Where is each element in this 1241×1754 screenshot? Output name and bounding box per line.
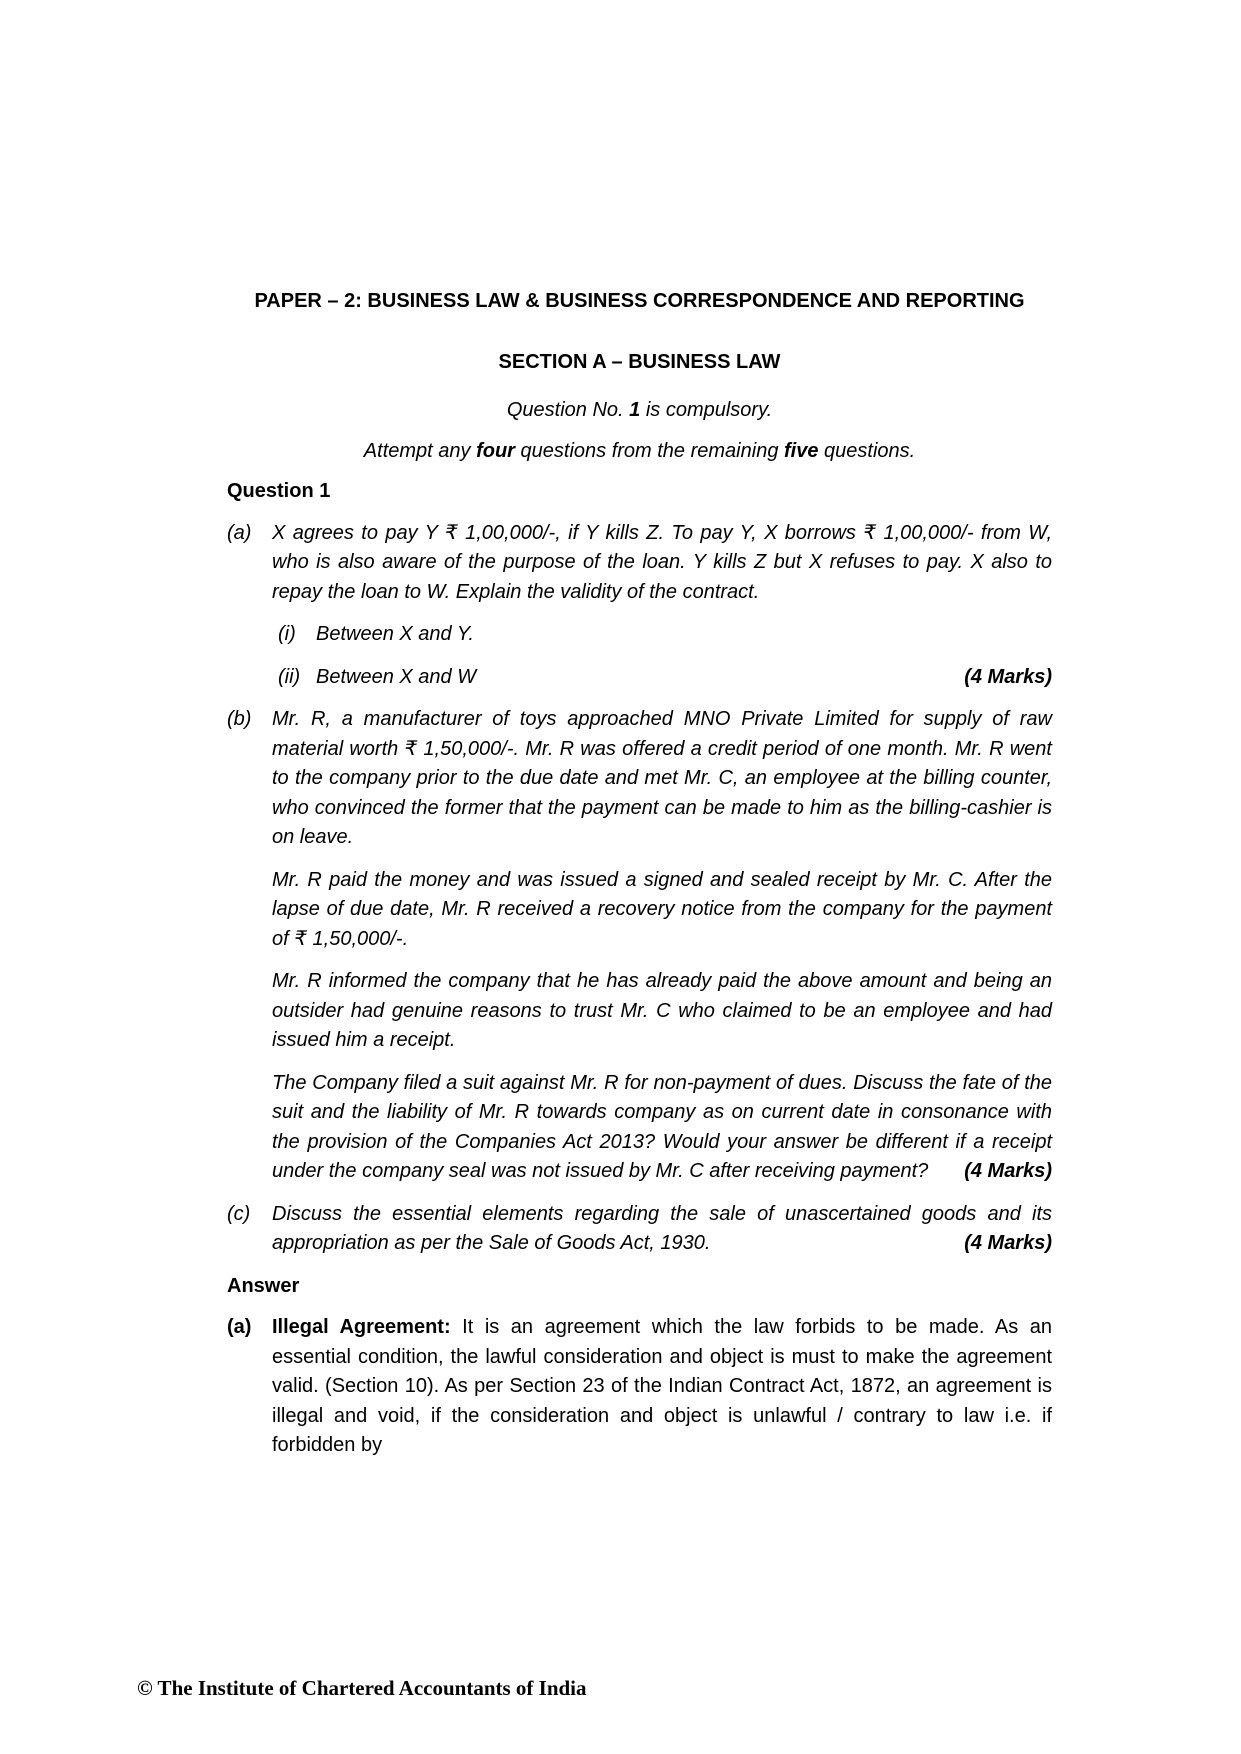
section-heading: SECTION A – BUSINESS LAW <box>498 350 781 373</box>
answer-a <box>227 1313 1052 1461</box>
answer-a-label: (a) <box>227 1316 252 1338</box>
subitem-i-label: (i) <box>278 623 296 645</box>
question-1a-subitem-i <box>278 620 1052 650</box>
question-1b <box>227 705 1052 1187</box>
subitem-i-text: Between X and Y. <box>316 623 474 645</box>
marks-badge: (4 Marks) <box>964 1160 1052 1182</box>
question-1c-text: Discuss the essential elements regarding the sale of unascertained goods and its appropriation as per the Sale of Goods Act, 1930. <box>272 1202 1052 1254</box>
question-1b-paragraph-4 <box>272 1069 1052 1187</box>
attempt-note-bold-four: four <box>476 439 515 462</box>
marks-badge: (4 Marks) <box>964 1232 1052 1254</box>
question-1b-paragraph-4-text: The Company filed a suit against Mr. R for non-payment of dues. Discuss the fate of the suit and the liability of Mr. R towards company as on current date in consonance with the provision of the Companies Act 2013? Would your answer be different if a receipt under the company seal was not issued by Mr. C after receiving payment? <box>272 1071 1052 1182</box>
compulsory-note-post: is compulsory. <box>640 399 773 421</box>
attempt-note-mid: questions from the remaining <box>514 439 784 462</box>
attempt-note-pre: Attempt any <box>363 439 477 462</box>
page-footer-copyright: © The Institute of Chartered Accountants of India <box>137 1676 587 1700</box>
question-1a-text: X agrees to pay Y ₹ 1,00,000/-, if Y kills Z. To pay Y, X borrows ₹ 1,00,000/- from W, who is also aware of the purpose of the loan. Y kills Z but X refuses to pay. X also to repay the loan to W. Explain the validity of the contract. <box>272 521 1052 603</box>
attempt-note-post: questions. <box>818 439 916 462</box>
question-1-heading: Question 1 <box>227 480 331 502</box>
question-1b-label: (b) <box>227 708 252 730</box>
paper-title: PAPER – 2: BUSINESS LAW & BUSINESS CORRESPONDENCE AND REPORTING <box>254 290 1025 312</box>
answer-a-term: Illegal Agreement: <box>272 1316 451 1338</box>
page-content <box>227 287 1052 1474</box>
question-1c <box>227 1200 1052 1259</box>
question-1a-label: (a) <box>227 521 252 544</box>
question-1b-paragraph-1: Mr. R, a manufacturer of toys approached MNO Private Limited for supply of raw material worth ₹ 1,50,000/-. Mr. R was offered a credit period of one month. Mr. R went to the company prior to the due date and met Mr. C, an employee at the billing counter, who convinced the former that the payment can be made to him as the billing-cashier is on leave. <box>272 708 1052 848</box>
answer-a-text: It is an agreement which the law forbids to be made. As an essential condition, the lawful consideration and object is must to make the agreement valid. (Section 10). As per Section 23 of the Indian Contract Act, 1872, an agreement is illegal and void, if the consideration and object is unlawful / contrary to law i.e. if forbidden by <box>272 1316 1053 1456</box>
question-1c-label: (c) <box>227 1202 251 1225</box>
subitem-ii-text: Between X and W <box>316 665 477 688</box>
compulsory-note-pre: Question No. <box>506 399 630 421</box>
attempt-note-bold-five: five <box>784 439 819 462</box>
answer-heading: Answer <box>227 1274 300 1297</box>
question-1a <box>227 519 1052 693</box>
question-1b-paragraph-2: Mr. R paid the money and was issued a signed and sealed receipt by Mr. C. After the lapse of due date, Mr. R received a recovery notice from the company for the payment of ₹ 1,50,000/-. <box>272 868 1052 950</box>
marks-badge: (4 Marks) <box>964 665 1052 688</box>
question-1b-paragraph-3: Mr. R informed the company that he has already paid the above amount and being an outsider had genuine reasons to trust Mr. C who claimed to be an employee and had issued him a receipt. <box>272 970 1052 1051</box>
compulsory-note-bold: 1 <box>629 399 641 421</box>
subitem-ii-label: (ii) <box>278 665 301 688</box>
question-1a-subitem-ii <box>278 663 1052 693</box>
compulsory-note <box>227 396 1052 426</box>
attempt-note <box>227 437 1052 467</box>
